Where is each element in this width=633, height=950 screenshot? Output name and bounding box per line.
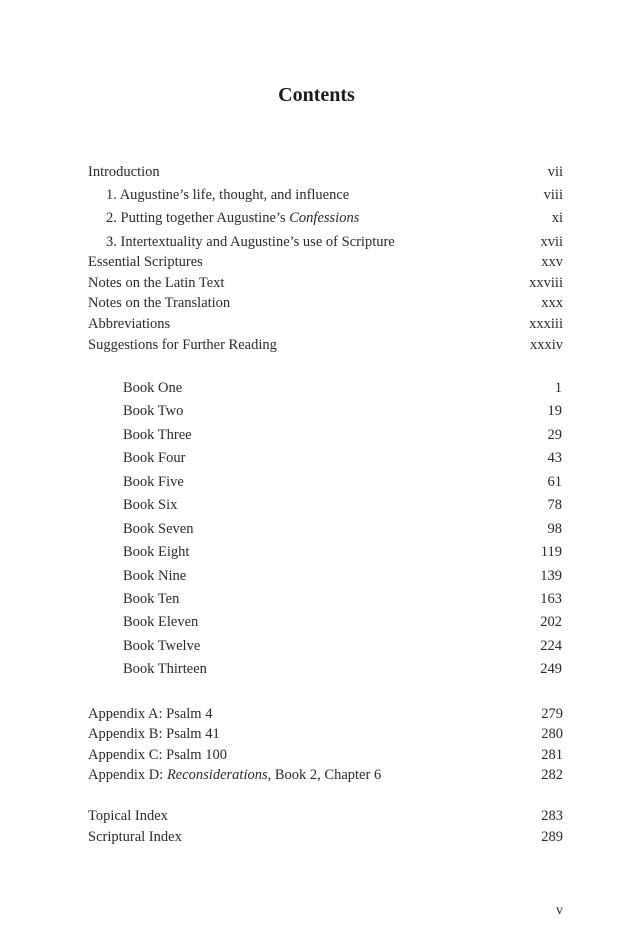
toc-entry-label: Book Eight xyxy=(123,544,190,560)
toc-entry-page: xxv xyxy=(541,254,563,270)
toc-entry-page: 139 xyxy=(540,568,562,584)
toc-entry-label-italic: Reconsiderations xyxy=(166,767,268,783)
toc-entry-notes-translation xyxy=(88,293,563,313)
toc-entry-page: 1 xyxy=(554,380,562,396)
toc-entry-scriptural-index xyxy=(88,827,563,847)
toc-entry-label xyxy=(88,765,381,785)
toc-entry-page: 29 xyxy=(547,427,562,443)
toc-entry-label-italic: Confessions xyxy=(289,210,360,226)
toc-entry-label: Appendix A: Psalm 4 xyxy=(88,706,213,722)
toc-entry-page: vii xyxy=(547,164,563,180)
toc-entry-page: xvii xyxy=(540,234,563,250)
toc-entry-book-six xyxy=(88,495,563,515)
toc-entry-intro-section-3 xyxy=(88,232,563,252)
toc-entry-page: xxviii xyxy=(529,275,563,291)
toc-entry-label: Book Nine xyxy=(123,568,187,584)
toc-entry-intro-section-1 xyxy=(88,185,563,205)
toc-entry-appendix-c xyxy=(88,745,563,765)
toc-entry-book-nine xyxy=(88,566,563,586)
toc-entry-page: 19 xyxy=(547,403,562,419)
toc-entry-label: Book Two xyxy=(123,403,184,419)
toc-entry-page: 289 xyxy=(541,829,563,845)
toc-entry-label: Book Four xyxy=(123,450,186,466)
toc-entry-label: Book Ten xyxy=(123,591,180,607)
toc-entry-page: 119 xyxy=(540,544,562,560)
toc-entry-page: 249 xyxy=(540,661,562,677)
toc-entry-page: 98 xyxy=(547,521,562,537)
toc-entry-label: Book Three xyxy=(123,427,192,443)
toc-entry-label: Book Seven xyxy=(123,521,194,537)
toc-entry-introduction xyxy=(88,162,563,182)
toc-entry-label: 1. Augustine’s life, thought, and influence xyxy=(106,187,350,203)
toc-entry-label: Introduction xyxy=(88,164,160,180)
toc-entry-page: 43 xyxy=(547,450,562,466)
toc-entry-page: 279 xyxy=(541,706,563,722)
toc-entry-intro-section-2 xyxy=(88,208,563,228)
toc-entry-page: xxxiv xyxy=(529,337,563,353)
toc-entry-essential-scriptures xyxy=(88,252,563,272)
toc-entry-abbreviations xyxy=(88,314,563,334)
toc-entry-label: Appendix C: Psalm 100 xyxy=(88,747,227,763)
toc-entry-label: Book Twelve xyxy=(123,638,201,654)
toc-entry-page: 282 xyxy=(541,767,563,783)
toc-entry-page: 61 xyxy=(547,474,562,490)
page-number: v xyxy=(556,903,563,918)
toc-entry-label: Appendix B: Psalm 41 xyxy=(88,726,220,742)
toc-entry-appendix-b xyxy=(88,724,563,744)
toc-entry-label-text: 2. Putting together Augustine’s xyxy=(106,210,290,226)
toc-entry-book-two xyxy=(88,401,563,421)
toc-entry-book-three xyxy=(88,425,563,445)
toc-entry-notes-latin-text xyxy=(88,273,563,293)
toc-entry-page: xxx xyxy=(541,295,563,311)
toc-entry-label: Suggestions for Further Reading xyxy=(88,337,277,353)
toc-entry-page: 283 xyxy=(541,808,563,824)
page-title: Contents xyxy=(278,84,355,106)
toc-entry-label: Scriptural Index xyxy=(88,829,182,845)
toc-entry-book-one xyxy=(88,378,563,398)
toc-entry-book-eleven xyxy=(88,612,563,632)
toc-entry-label: Book Six xyxy=(123,497,178,513)
toc-entry-appendix-d xyxy=(88,765,563,785)
toc-entry-label: Topical Index xyxy=(88,808,168,824)
toc-entry-book-twelve xyxy=(88,636,563,656)
toc-entry-label: Book One xyxy=(123,380,183,396)
toc-entry-page: 78 xyxy=(547,497,562,513)
toc-entry-page: 280 xyxy=(541,726,563,742)
toc-entry-page: xi xyxy=(551,210,563,226)
toc-entry-appendix-a xyxy=(88,704,563,724)
toc-entry-label-text: , Book 2, Chapter 6 xyxy=(267,767,382,783)
toc-entry-label: Book Eleven xyxy=(123,614,199,630)
toc-entry-book-seven xyxy=(88,519,563,539)
toc-entry-book-thirteen xyxy=(88,659,563,679)
toc-entry-page: xxxiii xyxy=(529,316,563,332)
toc-entry-label: 3. Intertextuality and Augustine’s use of Scripture xyxy=(106,234,395,250)
toc-entry-book-ten xyxy=(88,589,563,609)
toc-entry-label-text: Appendix D: xyxy=(88,767,167,783)
toc-entry-label: Book Five xyxy=(123,474,184,490)
toc-entry-page: viii xyxy=(543,187,563,203)
toc-entry-page: 281 xyxy=(541,747,563,763)
toc-entry-book-four xyxy=(88,448,563,468)
toc-entry-topical-index xyxy=(88,806,563,826)
toc-entry-book-eight xyxy=(88,542,563,562)
toc-entry-book-five xyxy=(88,472,563,492)
toc-entry-page: 224 xyxy=(540,638,562,654)
toc-entry-page: 202 xyxy=(540,614,562,630)
toc-entry-label: Notes on the Latin Text xyxy=(88,275,225,291)
toc-entry-label: Essential Scriptures xyxy=(88,254,203,270)
toc-entry-further-reading xyxy=(88,335,563,355)
toc-entry-label: Abbreviations xyxy=(88,316,171,332)
toc-entry-label: Book Thirteen xyxy=(123,661,207,677)
toc-entry-page: 163 xyxy=(540,591,562,607)
toc-entry-label xyxy=(106,208,359,228)
toc-entry-label: Notes on the Translation xyxy=(88,295,231,311)
